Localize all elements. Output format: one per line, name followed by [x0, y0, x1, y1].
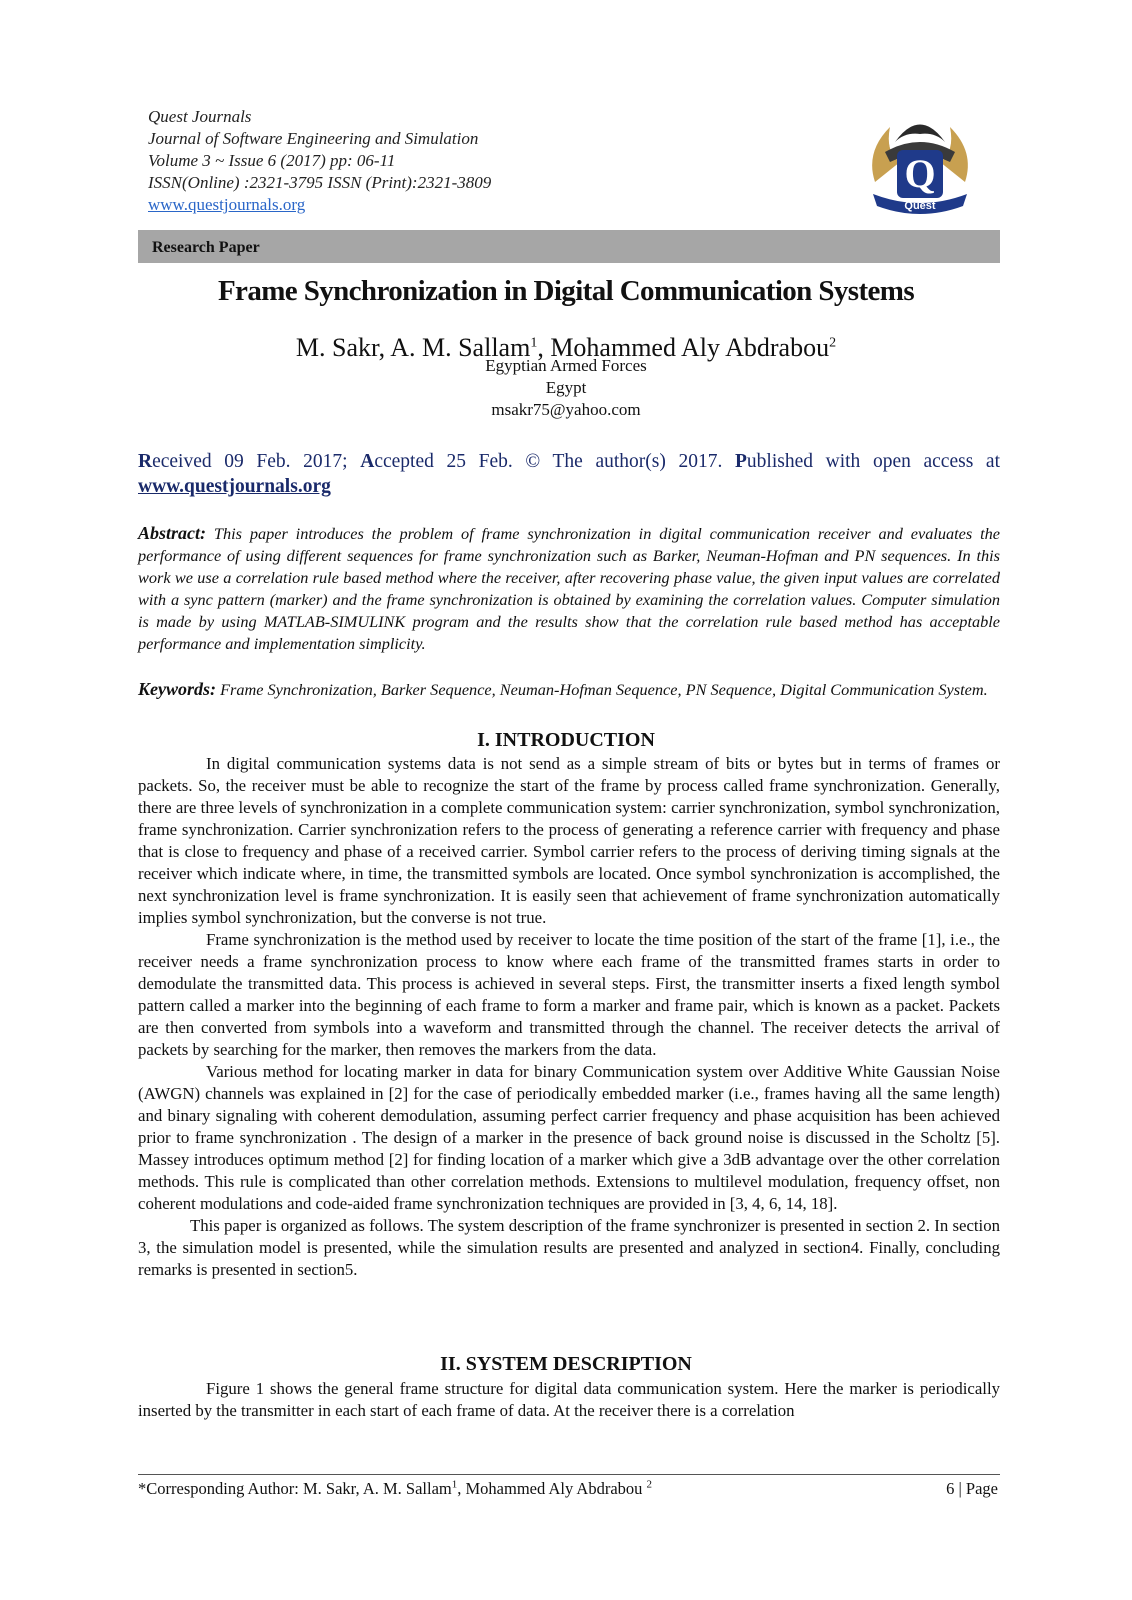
author-email[interactable]: msakr75@yahoo.com [491, 400, 641, 419]
intro-paragraph-4: This paper is organized as follows. The system description of the frame synchronizer is presented in section 2. In section 3, the simulation model is presented, while the simulation results are presented and analyzed in section4. Finally, concluding remarks is presented in section5. [138, 1216, 1000, 1279]
journal-title: Journal of Software Engineering and Simulation [148, 129, 479, 148]
intro-heading: I. INTRODUCTION [477, 729, 655, 751]
intro-paragraph-3: Various method for locating marker in data for binary Communication system over Additive White Gaussian Noise (AWGN) channels was explained in [2] for the case of periodically embedded marker (i.e., frames having all the same length) and binary signaling with coherent demodulation, assuming perfect carrier frequency and phase acquisition has been achieved prior to frame synchronization . The design of a marker in the presence of back ground noise is discussed in the Scholtz [5]. Massey introduces optimum method [2] for finding location of a marker which give a 3dB advantage over the other correlation methods. This rule is complicated than other correlation methods. Extensions to multilevel modulation, frequency offset, non coherent modulations and code-aided frame synchronization techniques are provided in [3, 4, 6, 14, 18]. [138, 1062, 1000, 1213]
journal-name: Quest Journals [148, 107, 252, 126]
country: Egypt [545, 378, 587, 397]
journal-issn: ISSN(Online) :2321-3795 ISSN (Print):2321-3809 [148, 173, 492, 192]
open-access-link[interactable]: www.questjournals.org [138, 476, 331, 497]
system-body [138, 1378, 1000, 1422]
system-paragraph-1: Figure 1 shows the general frame structure for digital data communication system. Here the marker is periodically inserted by the transmitter in each start of each frame of data. At the receiver there is a correlation [138, 1379, 1000, 1420]
abstract-label: Abstract: [138, 523, 207, 543]
page-number: 6 | Page [946, 1479, 998, 1498]
svg-text:Quest: Quest [904, 200, 936, 212]
intro-body [138, 753, 1000, 1281]
abstract [138, 522, 1000, 655]
svg-text:Q: Q [904, 151, 936, 196]
paper-title: Frame Synchronization in Digital Communication Systems [217, 275, 915, 307]
abstract-text: This paper introduces the problem of frame synchronization in digital communication receiver and evaluates the performance of using different sequences for frame synchronization such as Barker, Neuman-Hofman and PN sequences. In this work we use a correlation rule based method where the receiver, after recovering phase value, the given input values are correlated with a sync pattern (marker) and the frame synchronization is obtained by examining the correlation values. Computer simulation is made by using MATLAB-SIMULINK program and the results show that the correlation rule based method has acceptable performance and implementation simplicity. [138, 524, 1000, 653]
journal-website-line [148, 194, 305, 216]
paper-authors: M. Sakr, A. M. Sallam$^1$, Mohammed Aly Abdrabou$^2$ [295, 333, 837, 362]
journal-website-link[interactable]: www.questjournals.org [148, 195, 306, 214]
received-dates: Received 09 Feb. 2017; Accepted 25 Feb. © The author(s) 2017. Published with open access at [138, 451, 1000, 472]
system-heading: II. SYSTEM DESCRIPTION [440, 1353, 692, 1375]
intro-paragraph-1: In digital communication systems data is not send as a simple stream of bits or bytes but in terms of frames or packets. So, the receiver must be able to recognize the start of the frame by process called frame synchronization. Generally, there are three levels of synchronization in a complete communication system: carrier synchronization, symbol synchronization, frame synchronization. Carrier synchronization refers to the process of generating a reference carrier with frequency and phase that is close to frequency and phase of a received carrier. Symbol carrier refers to the process of deriving timing signals at the receiver which indicate where, in time, the transmitted symbols are located. Once symbol synchronization is accomplished, the next synchronization level is frame synchronization. It is easily seen that achievement of frame synchronization automatically implies symbol synchronization, but the converse is not true. [138, 754, 1000, 927]
research-paper-banner [138, 230, 1000, 263]
corresponding-author: *Corresponding Author: M. Sakr, A. M. Sallam$^1$, Mohammed Aly Abdrabou $^2$ [138, 1478, 653, 1498]
affiliation: Egyptian Armed Forces [485, 356, 647, 375]
journal-volume: Volume 3 ~ Issue 6 (2017) pp: 06-11 [148, 151, 396, 170]
keywords-label: Keywords: [138, 679, 216, 699]
quest-logo-icon [855, 112, 985, 222]
banner-label: Research Paper [152, 239, 260, 256]
footer-divider [138, 1474, 1000, 1475]
keywords [138, 678, 1000, 701]
intro-paragraph-2: Frame synchronization is the method used by receiver to locate the time position of the start of the frame [1], i.e., the receiver needs a frame synchronization process to know where each frame of the transmitted frames starts in order to demodulate the transmitted data. This process is achieved in several steps. First, the transmitter inserts a fixed length symbol pattern called a marker into the beginning of each frame to form a marker and frame pair, which is known as a packet. Packets are then converted from symbols into a waveform and transmitted through the channel. The receiver detects the arrival of packets by searching for the marker, then removes the markers from the data. [138, 930, 1000, 1059]
keywords-text: Frame Synchronization, Barker Sequence, Neuman-Hofman Sequence, PN Sequence, Digital Communication System. [216, 680, 988, 699]
